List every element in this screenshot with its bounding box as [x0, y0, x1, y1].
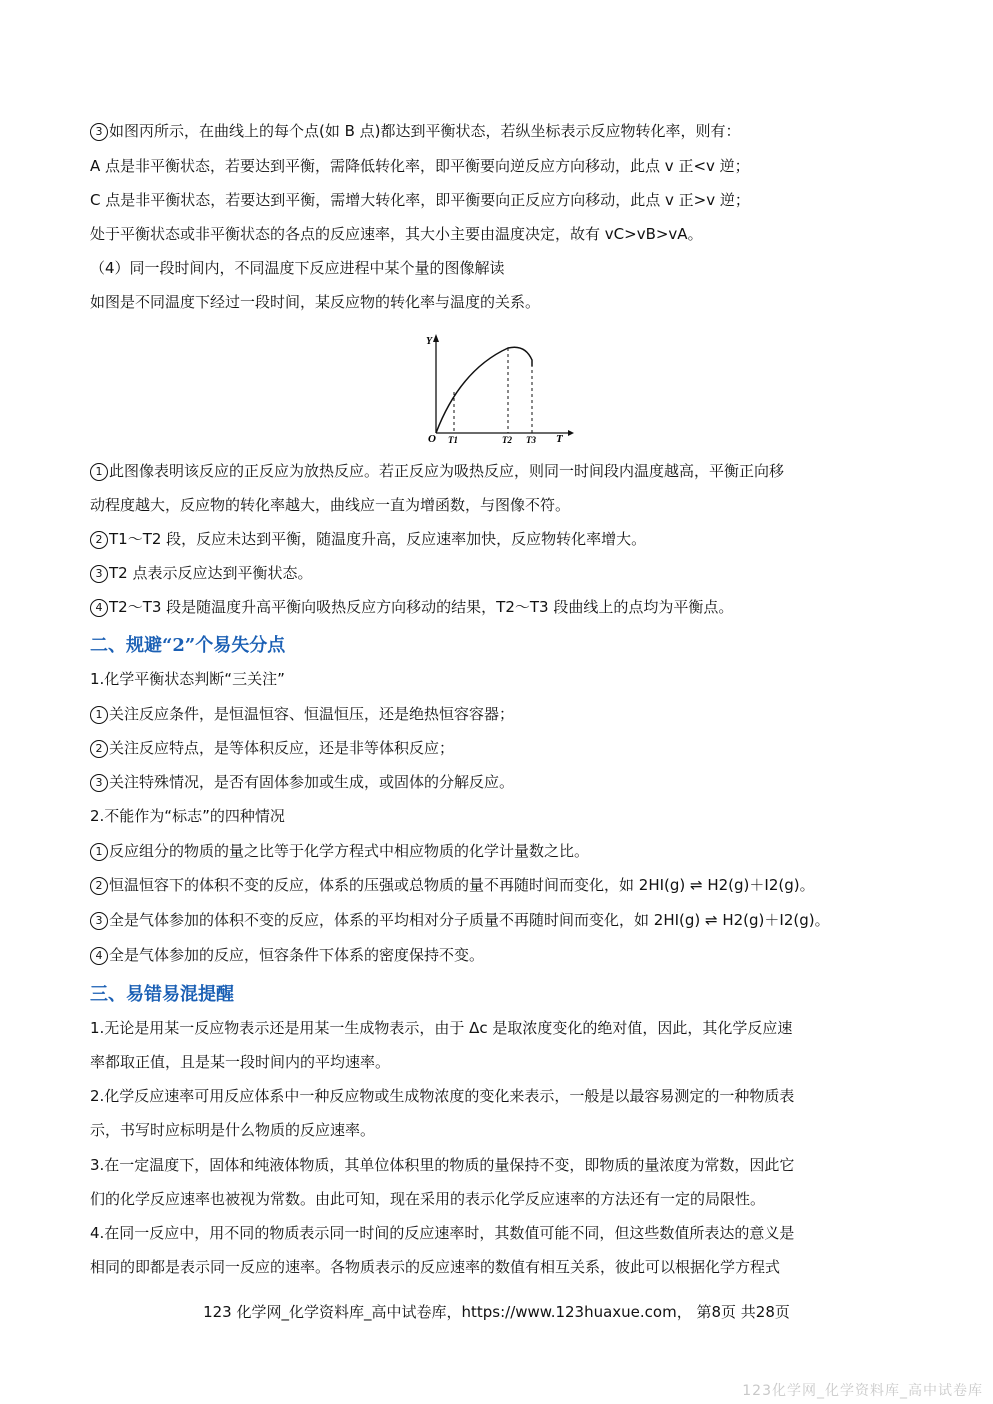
- circled-number: 2: [90, 531, 108, 549]
- circled-number: 4: [90, 947, 108, 965]
- section-3-item-1b: 率都取正值，且是某一段时间内的平均速率。: [90, 1053, 391, 1071]
- conversion-curve: [436, 347, 532, 433]
- section-3-heading: 三、易错易混提醒: [90, 984, 234, 1005]
- section-2-sub-2: 2.不能作为“标志”的四种情况: [90, 807, 285, 825]
- circled-number: 3: [90, 565, 108, 583]
- text-line-subsection-4: （4）同一段时间内，不同温度下反应进程中某个量的图像解读: [90, 259, 505, 277]
- section-3-item-3a: 3.在一定温度下，固体和纯液体物质，其单位体积里的物质的量保持不变，即物质的量浓度为常数，因此它: [90, 1156, 795, 1174]
- section-2-heading: 二、规避“2”个易失分点: [90, 635, 286, 656]
- section-2-item-3: 3 关注特殊情况，是否有固体参加或生成，或固体的分解反应。: [90, 772, 905, 792]
- circled-number: 3: [90, 774, 108, 792]
- y-axis-label: Y: [426, 336, 433, 347]
- tick-label-t2: T2: [502, 435, 512, 445]
- circled-number: 1: [90, 463, 108, 481]
- circled-number: 4: [90, 599, 108, 617]
- circled-number: 2: [90, 740, 108, 758]
- circled-number: 3: [90, 912, 108, 930]
- circled-number: 1: [90, 843, 108, 861]
- text-line-c-point: C 点是非平衡状态，若要达到平衡，需增大转化率，即平衡要向正反应方向移动，此点 v 正>v 逆；: [90, 191, 750, 209]
- point-1-line-a: 1 此图像表明该反应的正反应为放热反应。若正反应为吸热反应，则同一时间段内温度越高，平衡正向移: [90, 461, 905, 481]
- point-1-line-b: 动程度越大，反应物的转化率越大，曲线应一直为增函数，与图像不符。: [90, 496, 571, 514]
- section-2-item-1: 1 关注反应条件，是恒温恒容、恒温恒压，还是绝热恒容容器；: [90, 704, 905, 724]
- section-3-item-4a: 4.在同一反应中，用不同的物质表示同一时间的反应速率时，其数值可能不同，但这些数值所表达的意义是: [90, 1224, 795, 1242]
- point-4: 4 T2～T3 段是随温度升高平衡向吸热反应方向移动的结果，T2～T3 段曲线上的点均为平衡点。: [90, 597, 905, 617]
- section-3-item-2a: 2.化学反应速率可用反应体系中一种反应物或生成物浓度的变化来表示，一般是以最容易测定的一种物质表: [90, 1087, 795, 1105]
- circled-number: 1: [90, 706, 108, 724]
- tick-label-t1: T1: [448, 435, 458, 445]
- section-2-case-1: 1 反应组分的物质的量之比等于化学方程式中相应物质的化学计量数之比。: [90, 841, 905, 861]
- section-3-item-4b: 相同的即都是表示同一反应的速率。各物质表示的反应速率的数值有相互关系，彼此可以根据化学方程式: [90, 1258, 781, 1276]
- circled-number: 2: [90, 877, 108, 895]
- text-line-rate-order: 处于平衡状态或非平衡状态的各点的反应速率，其大小主要由温度决定，故有 vC>vB>vA。: [90, 225, 703, 243]
- tick-label-t3: T3: [526, 435, 536, 445]
- section-2-case-4: 4 全是气体参加的反应，恒容条件下体系的密度保持不变。: [90, 945, 905, 965]
- page-footer: 123 化学网_化学资料库_高中试卷库，https://www.123huaxue.com， 第8页 共28页: [203, 1303, 790, 1321]
- section-2-case-3: 3 全是气体参加的体积不变的反应，体系的平均相对分子质量不再随时间而变化，如 2HI(g) ⇌ H2(g)＋I2(g)。: [90, 910, 905, 930]
- point-3: 3 T2 点表示反应达到平衡状态。: [90, 563, 905, 583]
- text-line-figure-intro: 如图是不同温度下经过一段时间，某反应物的转化率与温度的关系。: [90, 293, 541, 311]
- circled-number: 3: [90, 123, 108, 141]
- y-axis-arrow: [433, 334, 439, 342]
- section-3-item-2b: 示，书写时应标明是什么物质的反应速率。: [90, 1121, 376, 1139]
- section-2-item-2: 2 关注反应特点，是等体积反应，还是非等体积反应；: [90, 738, 905, 758]
- section-3-item-1a: 1.无论是用某一反应物表示还是用某一生成物表示，由于 Δc 是取浓度变化的绝对值，因此，其化学反应速: [90, 1019, 793, 1037]
- origin-label: O: [428, 433, 436, 445]
- section-2-sub-1: 1.化学平衡状态判断“三关注”: [90, 670, 285, 688]
- watermark: 123化学网_化学资料库_高中试卷库: [742, 1383, 983, 1399]
- section-2-case-2: 2 恒温恒容下的体积不变的反应，体系的压强或总物质的量不再随时间而变化，如 2HI(g) ⇌ H2(g)＋I2(g)。: [90, 875, 905, 895]
- x-axis-label: T: [556, 433, 563, 445]
- conversion-temperature-chart: [420, 330, 580, 445]
- text-line-b-point: 3 如图丙所示，在曲线上的每个点(如 B 点)都达到平衡状态，若纵坐标表示反应物转化率，则有：: [90, 121, 905, 141]
- section-3-item-3b: 们的化学反应速率也被视为常数。由此可知，现在采用的表示化学反应速率的方法还有一定的局限性。: [90, 1190, 766, 1208]
- point-2: 2 T1～T2 段，反应未达到平衡，随温度升高，反应速率加快，反应物转化率增大。: [90, 529, 905, 549]
- x-axis-arrow: [568, 430, 574, 436]
- text-line-a-point: A 点是非平衡状态，若要达到平衡，需降低转化率，即平衡要向逆反应方向移动，此点 v 正<v 逆；: [90, 157, 750, 175]
